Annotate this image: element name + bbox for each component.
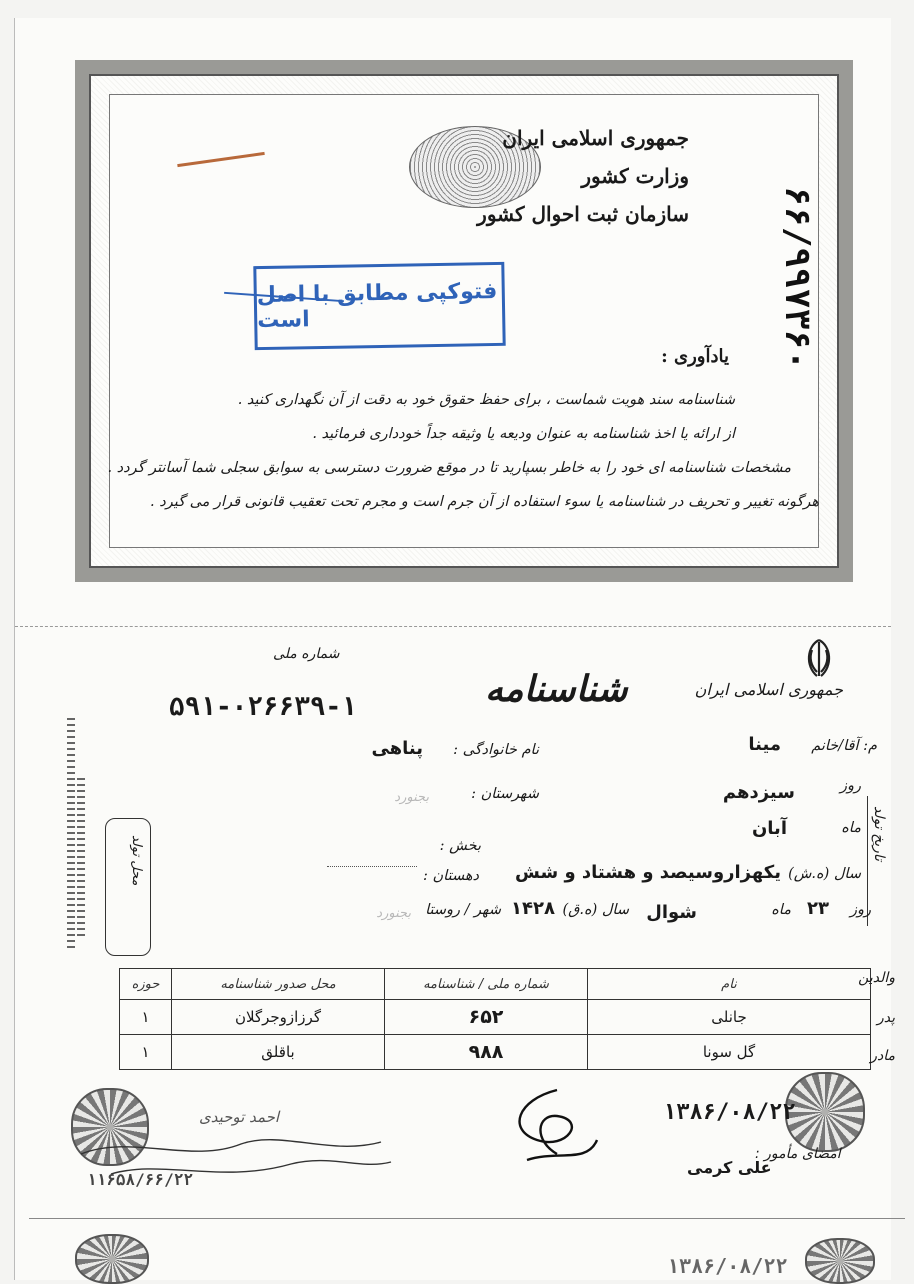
year-value: یکهزاروسیصد و هشتاد و شش <box>515 862 781 883</box>
stamp-code: ۱۱۶۵۸/۶۶/۲۲ <box>87 1170 193 1189</box>
table-row-father <box>120 1000 871 1035</box>
month-label: ماه <box>841 820 861 836</box>
father-zone: ۱ <box>120 1000 172 1035</box>
document-page <box>14 18 895 1280</box>
national-id-value: ۵۹۱-۰۲۶۶۳۹-۱ <box>169 692 357 722</box>
parents-label: والدین <box>858 970 895 986</box>
birth-date-bracket <box>867 796 894 926</box>
stamp-name: احمد توحیدی <box>199 1108 280 1126</box>
birthplace-label: محل تولد <box>129 835 144 886</box>
republic-label: جمهوری اسلامی ایران <box>694 680 843 699</box>
pin-holes <box>77 778 85 938</box>
card-line-organization: سازمان ثبت احوال کشور <box>477 202 689 226</box>
mother-place: باقلق <box>172 1035 385 1070</box>
pin-holes <box>67 718 75 948</box>
lunar-month-value: شوال <box>646 902 697 923</box>
year-label: سال (ه.ش) <box>788 866 861 882</box>
father-id: ۶۵۲ <box>385 1000 588 1035</box>
mother-id: ۹۸۸ <box>385 1035 588 1070</box>
header-name: نام <box>588 969 871 1000</box>
reminder-note-3: مشخصات شناسنامه ای خود را به خاطر بسپارید تا در موقع ضرورت دسترسی به سوابق سجلی شما آسانتر گردد . <box>107 460 791 476</box>
family-label: نام خانوادگی : <box>453 742 539 758</box>
district-blank-line <box>327 866 417 867</box>
lunar-day-label: روز <box>849 902 871 918</box>
city-value: بجنورد <box>376 906 411 921</box>
county-label: شهرستان : <box>471 786 539 802</box>
rural-district-label: دهستان : <box>423 868 479 884</box>
lunar-month-label: ماه <box>771 902 791 918</box>
card-line-ministry: وزارت کشور <box>581 164 689 188</box>
day-label: روز <box>839 778 861 794</box>
national-id-label: شماره ملی <box>273 646 340 662</box>
official-seal-icon <box>805 1238 875 1284</box>
mother-label: مادر <box>870 1048 895 1064</box>
day-value: سیزدهم <box>722 782 795 803</box>
lunar-year-label: سال (ه.ق) <box>562 902 629 918</box>
district-label: بخش : <box>439 838 481 854</box>
officer-label: امضای مأمور : <box>755 1146 841 1162</box>
father-label: پدر <box>876 1010 895 1026</box>
mother-name: گل سونا <box>588 1035 871 1070</box>
header-id: شماره ملی / شناسنامه <box>385 969 588 1000</box>
issue-date: ۱۳۸۶/۰۸/۲۲ <box>663 1100 796 1125</box>
father-name: جانلی <box>588 1000 871 1035</box>
birth-date-label: تاریخ تولد <box>871 806 887 862</box>
certified-copy-stamp: فتوکپی مطابق با اصل است <box>253 262 505 350</box>
month-value: آبان <box>751 818 787 839</box>
signature-icon <box>497 1080 607 1170</box>
page-fold-line <box>15 598 891 627</box>
official-seal-icon <box>75 1234 149 1284</box>
city-label: شهر / روستا <box>425 902 501 918</box>
name-label: م: آقا/خانم <box>811 738 877 754</box>
mother-zone: ۱ <box>120 1035 172 1070</box>
officer-name: علی کرمی <box>687 1158 772 1177</box>
parents-table <box>119 968 871 1070</box>
lunar-day-value: ۲۳ <box>807 898 829 919</box>
header-zone: حوزه <box>120 969 172 1000</box>
reminder-note-4: هرگونه تغییر و تحریف در شناسنامه یا سوء استفاده از آن جرم است و مجرم تحت تعقیب قانونی قرار می گیرد . <box>150 494 819 510</box>
table-row-mother <box>120 1035 871 1070</box>
serial-number: ۶۶/۹۹۷۳۶۰ <box>777 186 817 371</box>
document-title: شناسنامه <box>485 668 628 710</box>
reminder-title: یادآوری : <box>661 346 729 367</box>
reminder-note-2: از ارائه یا اخذ شناسنامه به عنوان ودیعه یا وثیقه جداً خودداری فرمائید . <box>312 426 735 442</box>
card-line-republic: جمهوری اسلامی ایران <box>502 126 689 150</box>
issue-date-repeat: ۱۳۸۶/۰۸/۲۲ <box>667 1254 788 1278</box>
page-bottom-divider <box>29 1218 905 1219</box>
family-value: پناهی <box>371 738 423 759</box>
header-place: محل صدور شناسنامه <box>172 969 385 1000</box>
birthplace-box <box>105 818 151 956</box>
official-seal-icon <box>785 1072 865 1152</box>
county-value: بجنورد <box>394 790 429 805</box>
emblem-icon <box>797 636 841 680</box>
parents-side-labels <box>858 968 895 1102</box>
table-header-row <box>120 969 871 1000</box>
father-place: گرزازوجرگلان <box>172 1000 385 1035</box>
reminder-note-1: شناسنامه سند هویت شماست ، برای حفظ حقوق خود به دقت از آن نگهداری کنید . <box>237 392 735 408</box>
lunar-year-value: ۱۴۲۸ <box>511 898 555 919</box>
name-value: مینا <box>748 734 781 755</box>
reminder-card <box>75 60 853 582</box>
